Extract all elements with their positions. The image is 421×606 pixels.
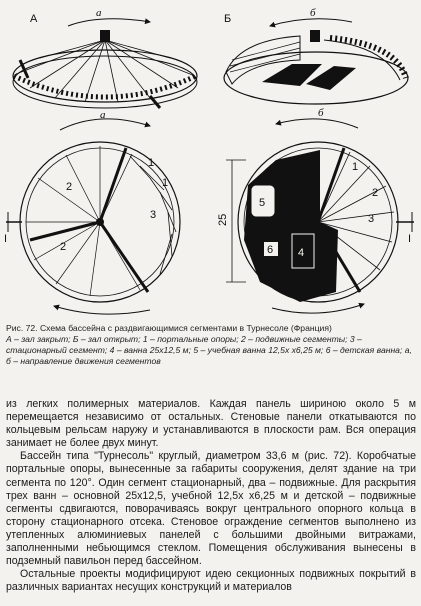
plan-a [4, 109, 180, 314]
dimension-25: 25 [217, 213, 229, 226]
direction-label-a-plan: а [100, 109, 106, 121]
plan-b [217, 107, 414, 313]
body-text [6, 398, 416, 594]
direction-label-b-plan: б [318, 107, 324, 119]
caption-title: Рис. 72. Схема бассейна с раздвигающимися сегментами в Турнесоле (Франция) [6, 323, 332, 333]
plan-b-num-4: 4 [298, 247, 305, 259]
plan-a-num-2b: 2 [60, 241, 67, 253]
direction-label-a-top: а [96, 7, 102, 19]
paragraph-1: из легких полимерных материалов. Каждая панель шириною около 5 м перемещается независимо от остальных. Стеновые панели откатываются по кольцевым рельсам наружу и устанавливаются в плоскости рам. Вся операция занимает не более двух минут. [6, 398, 416, 450]
plan-a-num-1: 1 [148, 157, 155, 169]
plan-a-num-1b: 1 [162, 177, 169, 189]
plan-b-num-6: 6 [267, 244, 274, 256]
plan-b-num-5: 5 [259, 197, 266, 209]
panel-b-perspective [224, 7, 408, 104]
panel-a-perspective [13, 7, 197, 108]
direction-arrow-a [68, 19, 150, 26]
paragraph-3: Остальные проекты модифицируют идею секционных подвижных покрытий в различных вариантах несущих конструкций и материалов [6, 568, 416, 594]
direction-label-b-top: б [310, 7, 316, 19]
direction-arrow-b [270, 19, 352, 26]
paragraph-2: Бассейн типа "Турнесоль" круглый, диаметром 33,6 м (рис. 72). Коробчатые портальные опоры, вынесенные за габариты сооружения, делят здание на три сегмента по 120°. Один сегмент стационарный, два – подвижные. Для раскрытия трех ванн – основной 25х12,5, учебной 12,5х х6,25 м и детской – подвижные сегменты сдвигаются, поворачиваясь вокруг центрального опорного кольца в сторону стационарного отсека. Стеновое ограждение сегментов выполнено из утепленных алюминиевых панелей с большими двойными витражами, заполненными небьющимся стеклом. Помещения обслуживания вынесены в подземный павильон перед бассейном. [6, 450, 416, 568]
plan-b-num-2: 2 [372, 187, 379, 199]
section-mark-right: I [408, 233, 412, 245]
plan-b-num-3: 3 [368, 213, 375, 225]
caption-body: А – зал закрыт; Б – зал открыт; 1 – портальные опоры; 2 – подвижные сегменты; 3 – стационарный сегмент; 4 – ванна 25х12,5 м; 5 – учебная ванна 12,5х х6,25 м; 6 – детская ванна; а, б – направление движения сегментов [6, 334, 412, 366]
plan-a-num-2: 2 [66, 181, 73, 193]
figure-caption [6, 323, 416, 367]
plan-a-num-3: 3 [150, 209, 157, 221]
plan-b-num-1: 1 [352, 161, 359, 173]
panel-a-label: А [30, 13, 38, 25]
section-mark-left: I [4, 233, 8, 245]
panel-b-label: Б [224, 13, 232, 25]
